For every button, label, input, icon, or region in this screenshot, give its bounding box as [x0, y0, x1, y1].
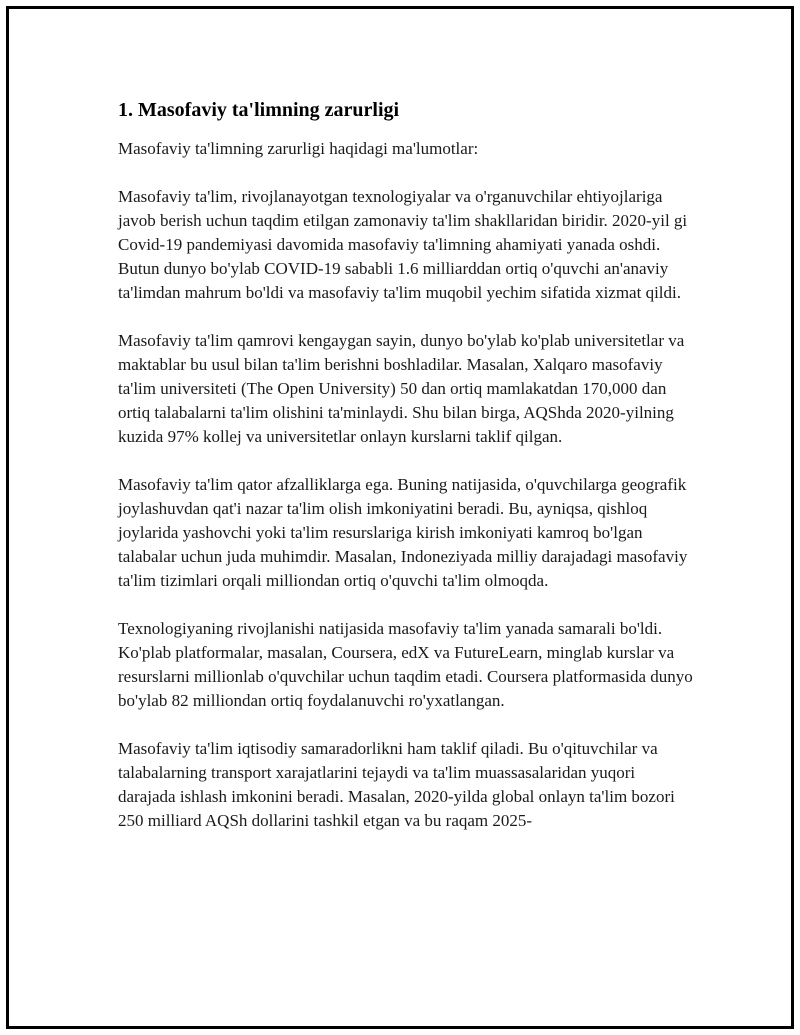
paragraph-5: Masofaviy ta'lim iqtisodiy samaradorlikni ham taklif qiladi. Bu o'qituvchilar va talabalarning transport xarajatlarini tejaydi va ta'lim muassasalaridan yuqori darajada ishlash imkonini beradi. Masalan, 2020-yilda global onlayn ta'lim bozori 250 milliard AQSh dollarini tashkil etgan va bu raqam 2025- — [118, 739, 675, 830]
section-title: 1. Masofaviy ta'limning zarurligi — [118, 99, 400, 121]
paragraph-4: Texnologiyaning rivojlanishi natijasida masofaviy ta'lim yanada samarali bo'ldi. Ko'plab platformalar, masalan, Coursera, edX va FutureLearn, minglab kurslar va resurslarni millionlab o'quvchilar uchun taqdim etadi. Coursera platformasida dunyo bo'ylab 82 milliondan ortiq foydalanuvchi ro'yxatlangan. — [118, 619, 693, 710]
paragraph-3: Masofaviy ta'lim qator afzalliklarga ega. Buning natijasida, o'quvchilarga geografik joylashuvdan qat'i nazar ta'lim olish imkoniyatini beradi. Bu, ayniqsa, qishloq joylarida yashovchi yoki ta'lim resurslariga kirish imkoniyati kamroq bo'lgan talabalar uchun juda muhimdir. Masalan, Indoneziyada milliy darajadagi masofaviy ta'lim tizimlari orqali milliondan ortiq o'quvchi ta'lim olmoqda. — [118, 475, 688, 590]
paragraph-2: Masofaviy ta'lim qamrovi kengaygan sayin, dunyo bo'ylab ko'plab universitetlar va maktablar bu usul bilan ta'lim berishni boshladilar. Masalan, Xalqaro masofaviy ta'lim universiteti (The Open University) 50 dan ortiq mamlakatdan 170,000 dan ortiq talabalarni ta'lim olishini ta'minlaydi. Shu bilan birga, AQShda 2020-yilning kuzida 97% kollej va universitetlar onlayn kurslarni taklif qilgan. — [118, 331, 685, 446]
intro-text: Masofaviy ta'limning zarurligi haqidagi ma'lumotlar: — [118, 139, 479, 158]
page-frame — [6, 6, 794, 1029]
document-body — [118, 95, 693, 857]
paragraph-1: Masofaviy ta'lim, rivojlanayotgan texnologiyalar va o'rganuvchilar ehtiyojlariga javob berish uchun taqdim etilgan zamonaviy ta'lim shakllaridan biridir. 2020-yil gi Covid-19 pandemiyasi davomida masofaviy ta'limning ahamiyati yanada oshdi. Butun dunyo bo'ylab COVID-19 sababli 1.6 milliarddan ortiq o'quvchi an'anaviy ta'limdan mahrum bo'ldi va masofaviy ta'lim muqobil yechim sifatida xizmat qildi. — [118, 187, 688, 302]
